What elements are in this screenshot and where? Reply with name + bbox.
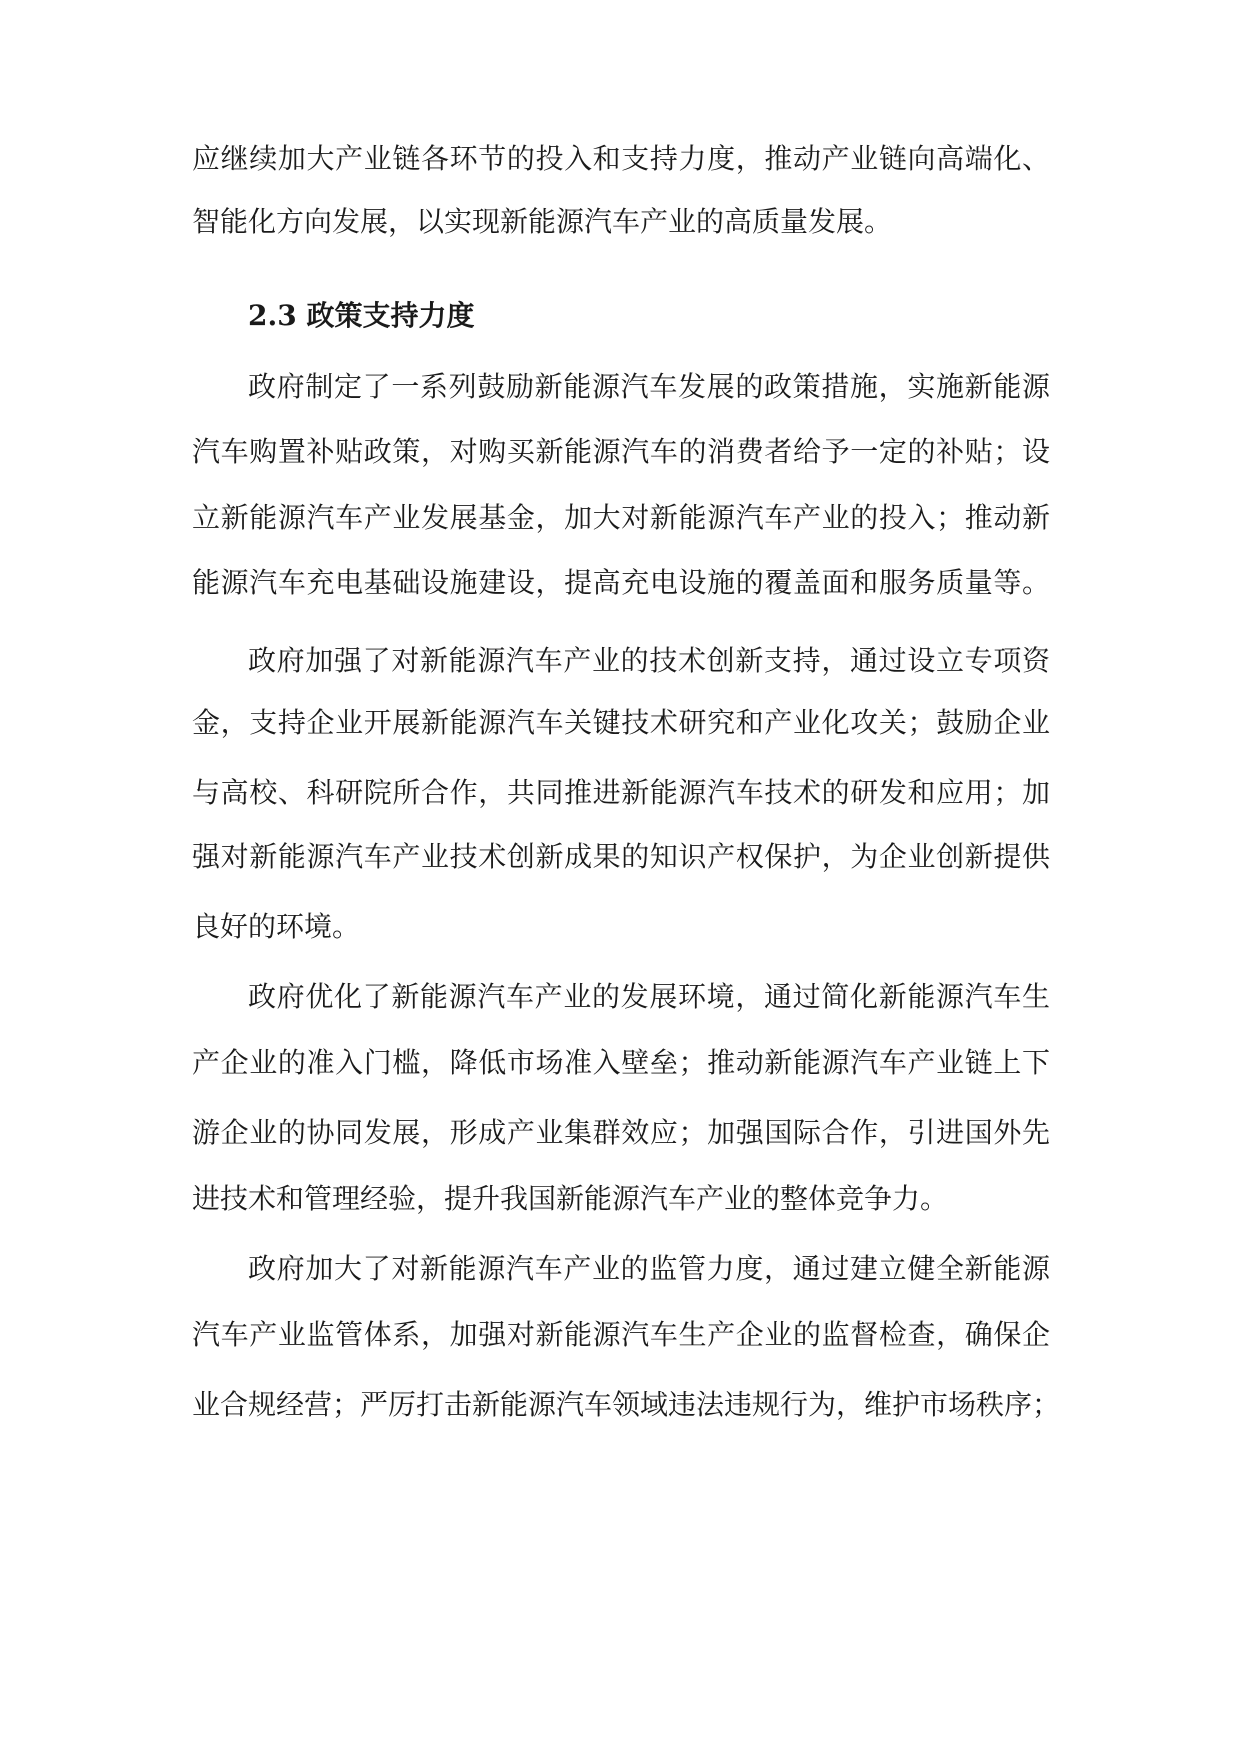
paragraph-continuation-line-2 [0,202,1241,242]
text-line: 立新能源汽车产业发展基金，加大对新能源汽车产业的投入；推动新 [192,501,1050,534]
text-line: 应继续加大产业链各环节的投入和支持力度，推动产业链向高端化、 [192,142,1050,175]
text-line: 汽车产业监管体系，加强对新能源汽车生产企业的监督检查，确保企 [192,1318,1050,1351]
paragraph-2-line-2 [0,703,1241,743]
paragraph-continuation-line-1 [0,139,1241,179]
paragraph-1-line-4 [0,563,1241,603]
text-line: 进技术和管理经验，提升我国新能源汽车产业的整体竞争力。 [192,1182,949,1215]
text-line: 智能化方向发展，以实现新能源汽车产业的高质量发展。 [192,205,893,238]
paragraph-4-line-1 [0,1249,1241,1289]
text-line: 与高校、科研院所合作，共同推进新能源汽车技术的研发和应用；加 [192,776,1050,809]
text-line: 汽车购置补贴政策，对购买新能源汽车的消费者给予一定的补贴；设 [192,435,1050,468]
text-line: 政府加强了对新能源汽车产业的技术创新支持，通过设立专项资 [248,644,1050,677]
paragraph-4-line-3 [0,1385,1241,1425]
text-line: 政府加大了对新能源汽车产业的监管力度，通过建立健全新能源 [248,1252,1050,1285]
section-title: 2.3 政策支持力度 [248,299,475,332]
text-line: 游企业的协同发展，形成产业集群效应；加强国际合作，引进国外先 [192,1116,1050,1149]
text-line: 政府优化了新能源汽车产业的发展环境，通过简化新能源汽车生 [248,980,1050,1013]
paragraph-1-line-3 [0,498,1241,538]
section-heading [0,296,1241,336]
paragraph-1-line-2 [0,432,1241,472]
paragraph-2-line-5 [0,907,1241,947]
paragraph-1-line-1 [0,367,1241,407]
paragraph-3-line-2 [0,1043,1241,1083]
text-line: 业合规经营；严厉打击新能源汽车领域违法违规行为，维护市场秩序； [192,1388,1061,1421]
text-line: 强对新能源汽车产业技术创新成果的知识产权保护，为企业创新提供 [192,840,1050,873]
paragraph-2-line-4 [0,837,1241,877]
paragraph-3-line-1 [0,977,1241,1017]
paragraph-3-line-3 [0,1113,1241,1153]
paragraph-4-line-2 [0,1315,1241,1355]
text-line: 产企业的准入门槛，降低市场准入壁垒；推动新能源汽车产业链上下 [192,1046,1050,1079]
paragraph-3-line-4 [0,1179,1241,1219]
text-line: 政府制定了一系列鼓励新能源汽车发展的政策措施，实施新能源 [248,370,1050,403]
paragraph-2-line-3 [0,773,1241,813]
text-line: 能源汽车充电基础设施建设，提高充电设施的覆盖面和服务质量等。 [192,566,1050,599]
paragraph-2-line-1 [0,641,1241,681]
text-line: 金，支持企业开展新能源汽车关键技术研究和产业化攻关；鼓励企业 [192,706,1050,739]
text-line: 良好的环境。 [192,910,361,943]
